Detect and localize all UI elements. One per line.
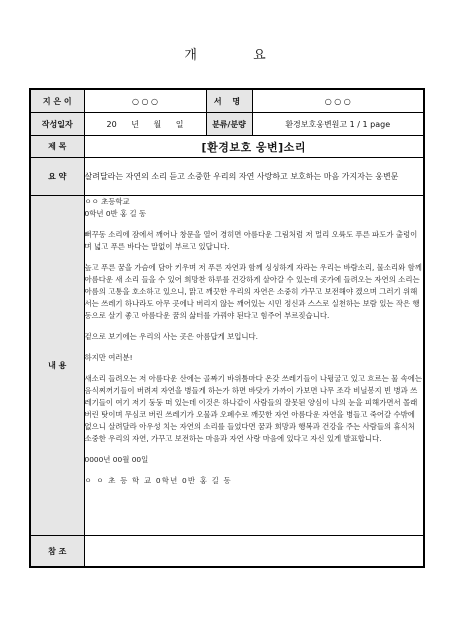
signature-label: 서 명	[206, 89, 252, 113]
content-paragraph-5: 새소리 들려오는 저 아름다운 산에는 골짜기 바위틈마다 온갖 쓰레기들이 나뒹굴고 있고 흐르는 물 속에는 음식찌꺼기들이 버려져 자연을 병들게 하는가 하면 바닷가 가까이 가보면 나무 조각 비닐봉지 빈 병과 쓰레기들이 여기 저기 둥둥 떠 있는데 이것은 하나같이 사람들의 잘못된 양심이 나의 눈을 피해가면서 몰래 버린 탓이며 무심코 버린 쓰레기가 오물과 오폐수로 깨끗한 자연 아름다운 자연을 병들고 죽어갈 수밖에 없으니 살려달라 아우성 치는 자연의 소리를 들었다면 꿈과 희망과 행복과 건강을 주는 사람들의 휴식처 소중한 우리의 자연, 가꾸고 보전하는 마음과 자연 사랑 마음에 있다고 자신 있게 발표합니다.	[84, 374, 423, 443]
summary-value: 살려달라는 자연의 소리 듣고 소중한 우리의 자연 사랑하고 보호하는 마음 가지자는 웅변문	[84, 158, 424, 196]
document-title: 개 요	[184, 48, 292, 63]
summary-label: 요 약	[30, 158, 84, 196]
category-value: 환경보호웅변원고 1 / 1 page	[252, 113, 424, 136]
signature-value: ○ ○ ○	[252, 89, 424, 113]
content-label: 내 용	[30, 196, 84, 536]
subject-row	[30, 136, 424, 158]
content-signature: ㅇ ㅇ 초 등 학 교 0학년 0반 홍 길 동	[84, 476, 232, 485]
subject-label: 제 목	[30, 136, 84, 158]
content-row	[30, 196, 424, 536]
author-row	[30, 89, 424, 113]
date-label: 작성일자	[30, 113, 84, 136]
summary-form-table	[29, 88, 425, 568]
content-body	[84, 196, 424, 536]
author-label: 지 은 이	[30, 89, 84, 113]
reference-row	[30, 536, 424, 568]
date-row	[30, 113, 424, 136]
content-student: 0학년 0반 홍 길 동	[84, 209, 147, 218]
content-paragraph-2: 높고 푸른 꿈을 가슴에 담아 키우며 저 푸른 자연과 함께 싱싱하게 자라는 우리는 바람소리, 물소리와 함께 아름다운 새 소리 들을 수 있어 희망찬 하루를 건강하게 살아갈 수 있는데 곳가에 들려오는 자연의 소리는 아름의 고통을 호소하고 있으니, 맑고 깨끗한 우리의 자연은 소중히 가꾸고 보전해야 겠으며 그러기 위해서는 쓰레기 하나라도 아무 곳에나 버리지 않는 깨어있는 시민 정신과 스스로 실천하는 보람 있는 작은 행동으로 살기 좋고 아름다운 꿈의 삶터를 가꿔야 된다고 힘주어 부르짖습니다.	[84, 263, 422, 320]
content-paragraph-4: 하지만 여러분!	[84, 353, 133, 362]
category-label: 분류/분량	[206, 113, 252, 136]
author-value: ○ ○ ○	[84, 89, 206, 113]
summary-row	[30, 158, 424, 196]
subject-value: [환경보호 웅변]소리	[84, 136, 424, 158]
content-date: 0000년 00월 00일	[84, 455, 149, 464]
content-paragraph-1: 뻐꾸동 소리에 잠에서 깨어나 창문을 열어 경히면 아름다운 그림처럼 저 멀리 오륙도 푸른 파도가 출렁이며 넓고 푸른 바다는 말없이 부르고 있답니다.	[84, 230, 418, 251]
date-value: 20 년 월 일	[84, 113, 206, 136]
content-school: ㅇㅇ 초등학교	[84, 197, 130, 206]
reference-label: 참 조	[30, 536, 84, 568]
content-paragraph-3: 겉으로 보기에는 우리의 사는 곳은 아름답게 보입니다.	[84, 332, 259, 341]
reference-value	[84, 536, 424, 568]
